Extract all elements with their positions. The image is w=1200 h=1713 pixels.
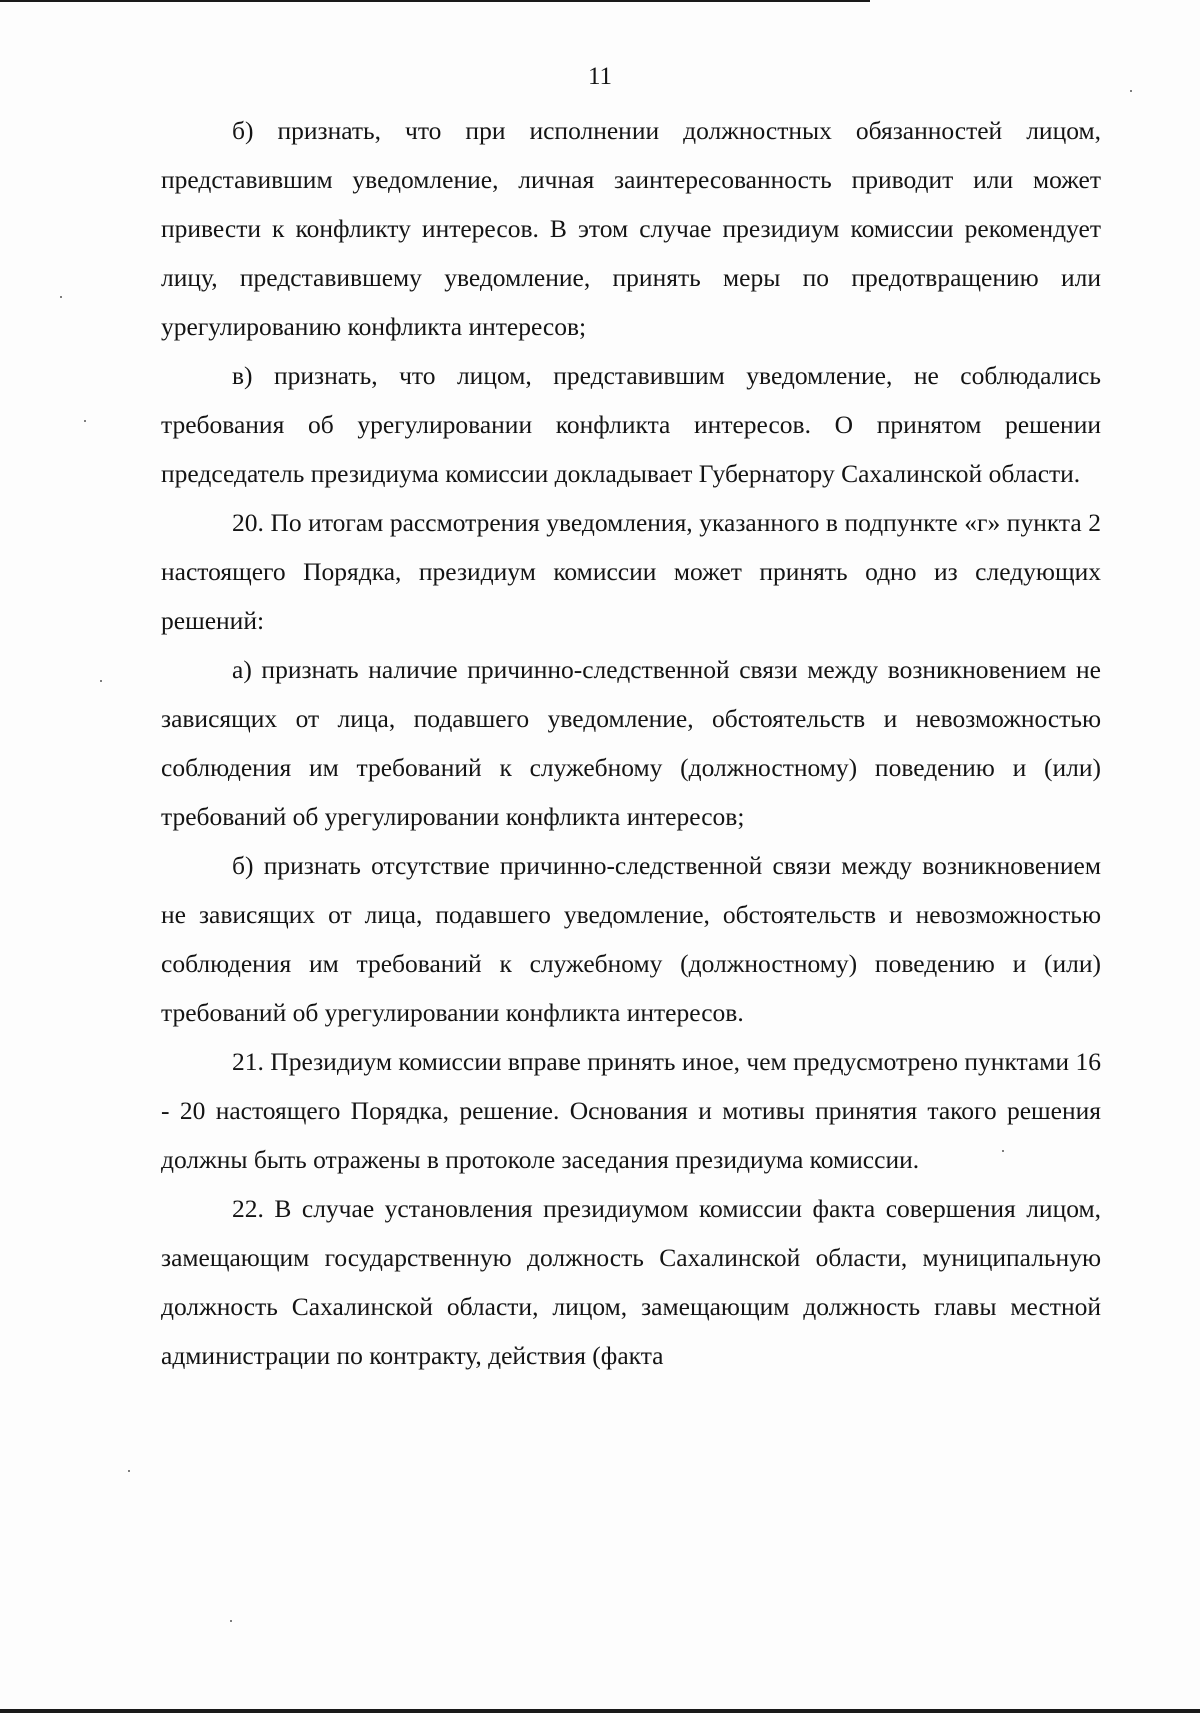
scan-speck xyxy=(1002,1150,1004,1152)
paragraph-20: 20. По итогам рассмотрения уведомления, указанного в подпункте «г» пункта 2 настоящего Порядка, президиум комиссии может принять одно из следующих решений: xyxy=(161,508,1101,635)
document-body xyxy=(161,106,1101,1380)
scan-speck xyxy=(100,680,102,682)
scan-edge-bottom xyxy=(0,1709,1200,1713)
scan-speck xyxy=(84,420,86,422)
page-number: 11 xyxy=(587,63,613,90)
paragraph-b-no-causal-link: б) признать отсутствие причинно-следственной связи между возникновением не зависящих от лица, подавшего уведомление, обстоятельств и невозможностью соблюдения им требований к служебному (должностному) поведению и (или) требований об урегулировании конфликта интересов. xyxy=(161,851,1101,1027)
paragraph-22: 22. В случае установления президиумом комиссии факта совершения лицом, замещающим государственную должность Сахалинской области, муниципальную должность Сахалинской области, лицом, замещающим должность главы местной администрации по контракту, действия (факта xyxy=(161,1194,1101,1370)
paragraph-a-causal-link: а) признать наличие причинно-следственной связи между возникновением не зависящих от лица, подавшего уведомление, обстоятельств и невозможностью соблюдения им требований к служебному (должностному) поведению и (или) требований об урегулировании конфликта интересов; xyxy=(161,655,1101,831)
scan-speck xyxy=(128,1470,130,1472)
scan-edge-top xyxy=(0,0,870,2)
scan-speck xyxy=(1130,90,1132,92)
paragraph-v-requirements: в) признать, что лицом, представившим уведомление, не соблюдались требования об урегулировании конфликта интересов. О принятом решении председатель президиума комиссии докладывает Губернатору Сахалинской области. xyxy=(161,361,1101,488)
scan-speck xyxy=(60,296,62,298)
paragraph-b-conflict: б) признать, что при исполнении должностных обязанностей лицом, представившим уведомление, личная заинтересованность приводит или может привести к конфликту интересов. В этом случае президиум комиссии рекомендует лицу, представившему уведомление, принять меры по предотвращению или урегулированию конфликта интересов; xyxy=(161,116,1101,341)
paragraph-21: 21. Президиум комиссии вправе принять иное, чем предусмотрено пунктами 16 - 20 настоящего Порядка, решение. Основания и мотивы принятия такого решения должны быть отражены в протоколе заседания президиума комиссии. xyxy=(161,1047,1101,1174)
scan-speck xyxy=(230,1620,232,1622)
